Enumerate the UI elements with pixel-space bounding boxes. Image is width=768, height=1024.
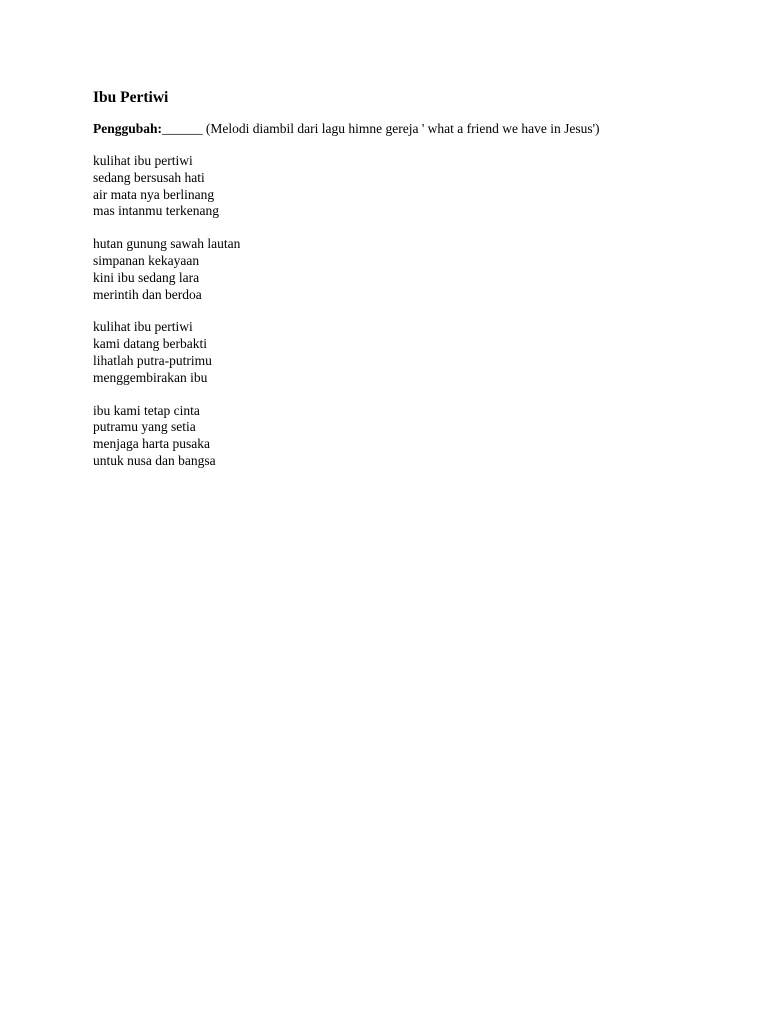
stanza-3	[93, 319, 733, 386]
lyric-line: kami datang berbakti	[93, 336, 207, 352]
lyric-line: kini ibu sedang lara	[93, 269, 200, 285]
lyric-line: simpanan kekayaan	[93, 252, 200, 268]
stanza-2	[93, 236, 733, 303]
lyric-line: menggembirakan ibu	[93, 369, 208, 385]
lyric-line: lihatlah putra-putrimu	[93, 352, 212, 368]
stanza-4	[93, 403, 733, 470]
melody-note: (Melodi diambil dari lagu himne gereja ' what a friend we have in Jesus')	[202, 121, 600, 136]
lyric-line: merintih dan berdoa	[93, 286, 202, 302]
song-title: Ibu Pertiwi	[93, 89, 169, 106]
composer-blank: ______	[162, 121, 203, 136]
lyric-line: putramu yang setia	[93, 419, 196, 435]
lyric-line: untuk nusa dan bangsa	[93, 452, 216, 468]
lyric-line: kulihat ibu pertiwi	[93, 319, 193, 335]
lyric-line: air mata nya berlinang	[93, 186, 215, 202]
stanza-1	[93, 153, 733, 220]
lyric-line: sedang bersusah hati	[93, 169, 205, 185]
lyric-line: ibu kami tetap cinta	[93, 402, 200, 418]
lyric-line: hutan gunung sawah lautan	[93, 236, 241, 252]
document-page	[93, 88, 733, 486]
lyric-line: menjaga harta pusaka	[93, 436, 210, 452]
lyric-line: mas intanmu terkenang	[93, 203, 219, 219]
lyric-line: kulihat ibu pertiwi	[93, 153, 193, 168]
composer-label: Penggubah:	[93, 121, 163, 136]
composer-credit	[93, 120, 733, 137]
